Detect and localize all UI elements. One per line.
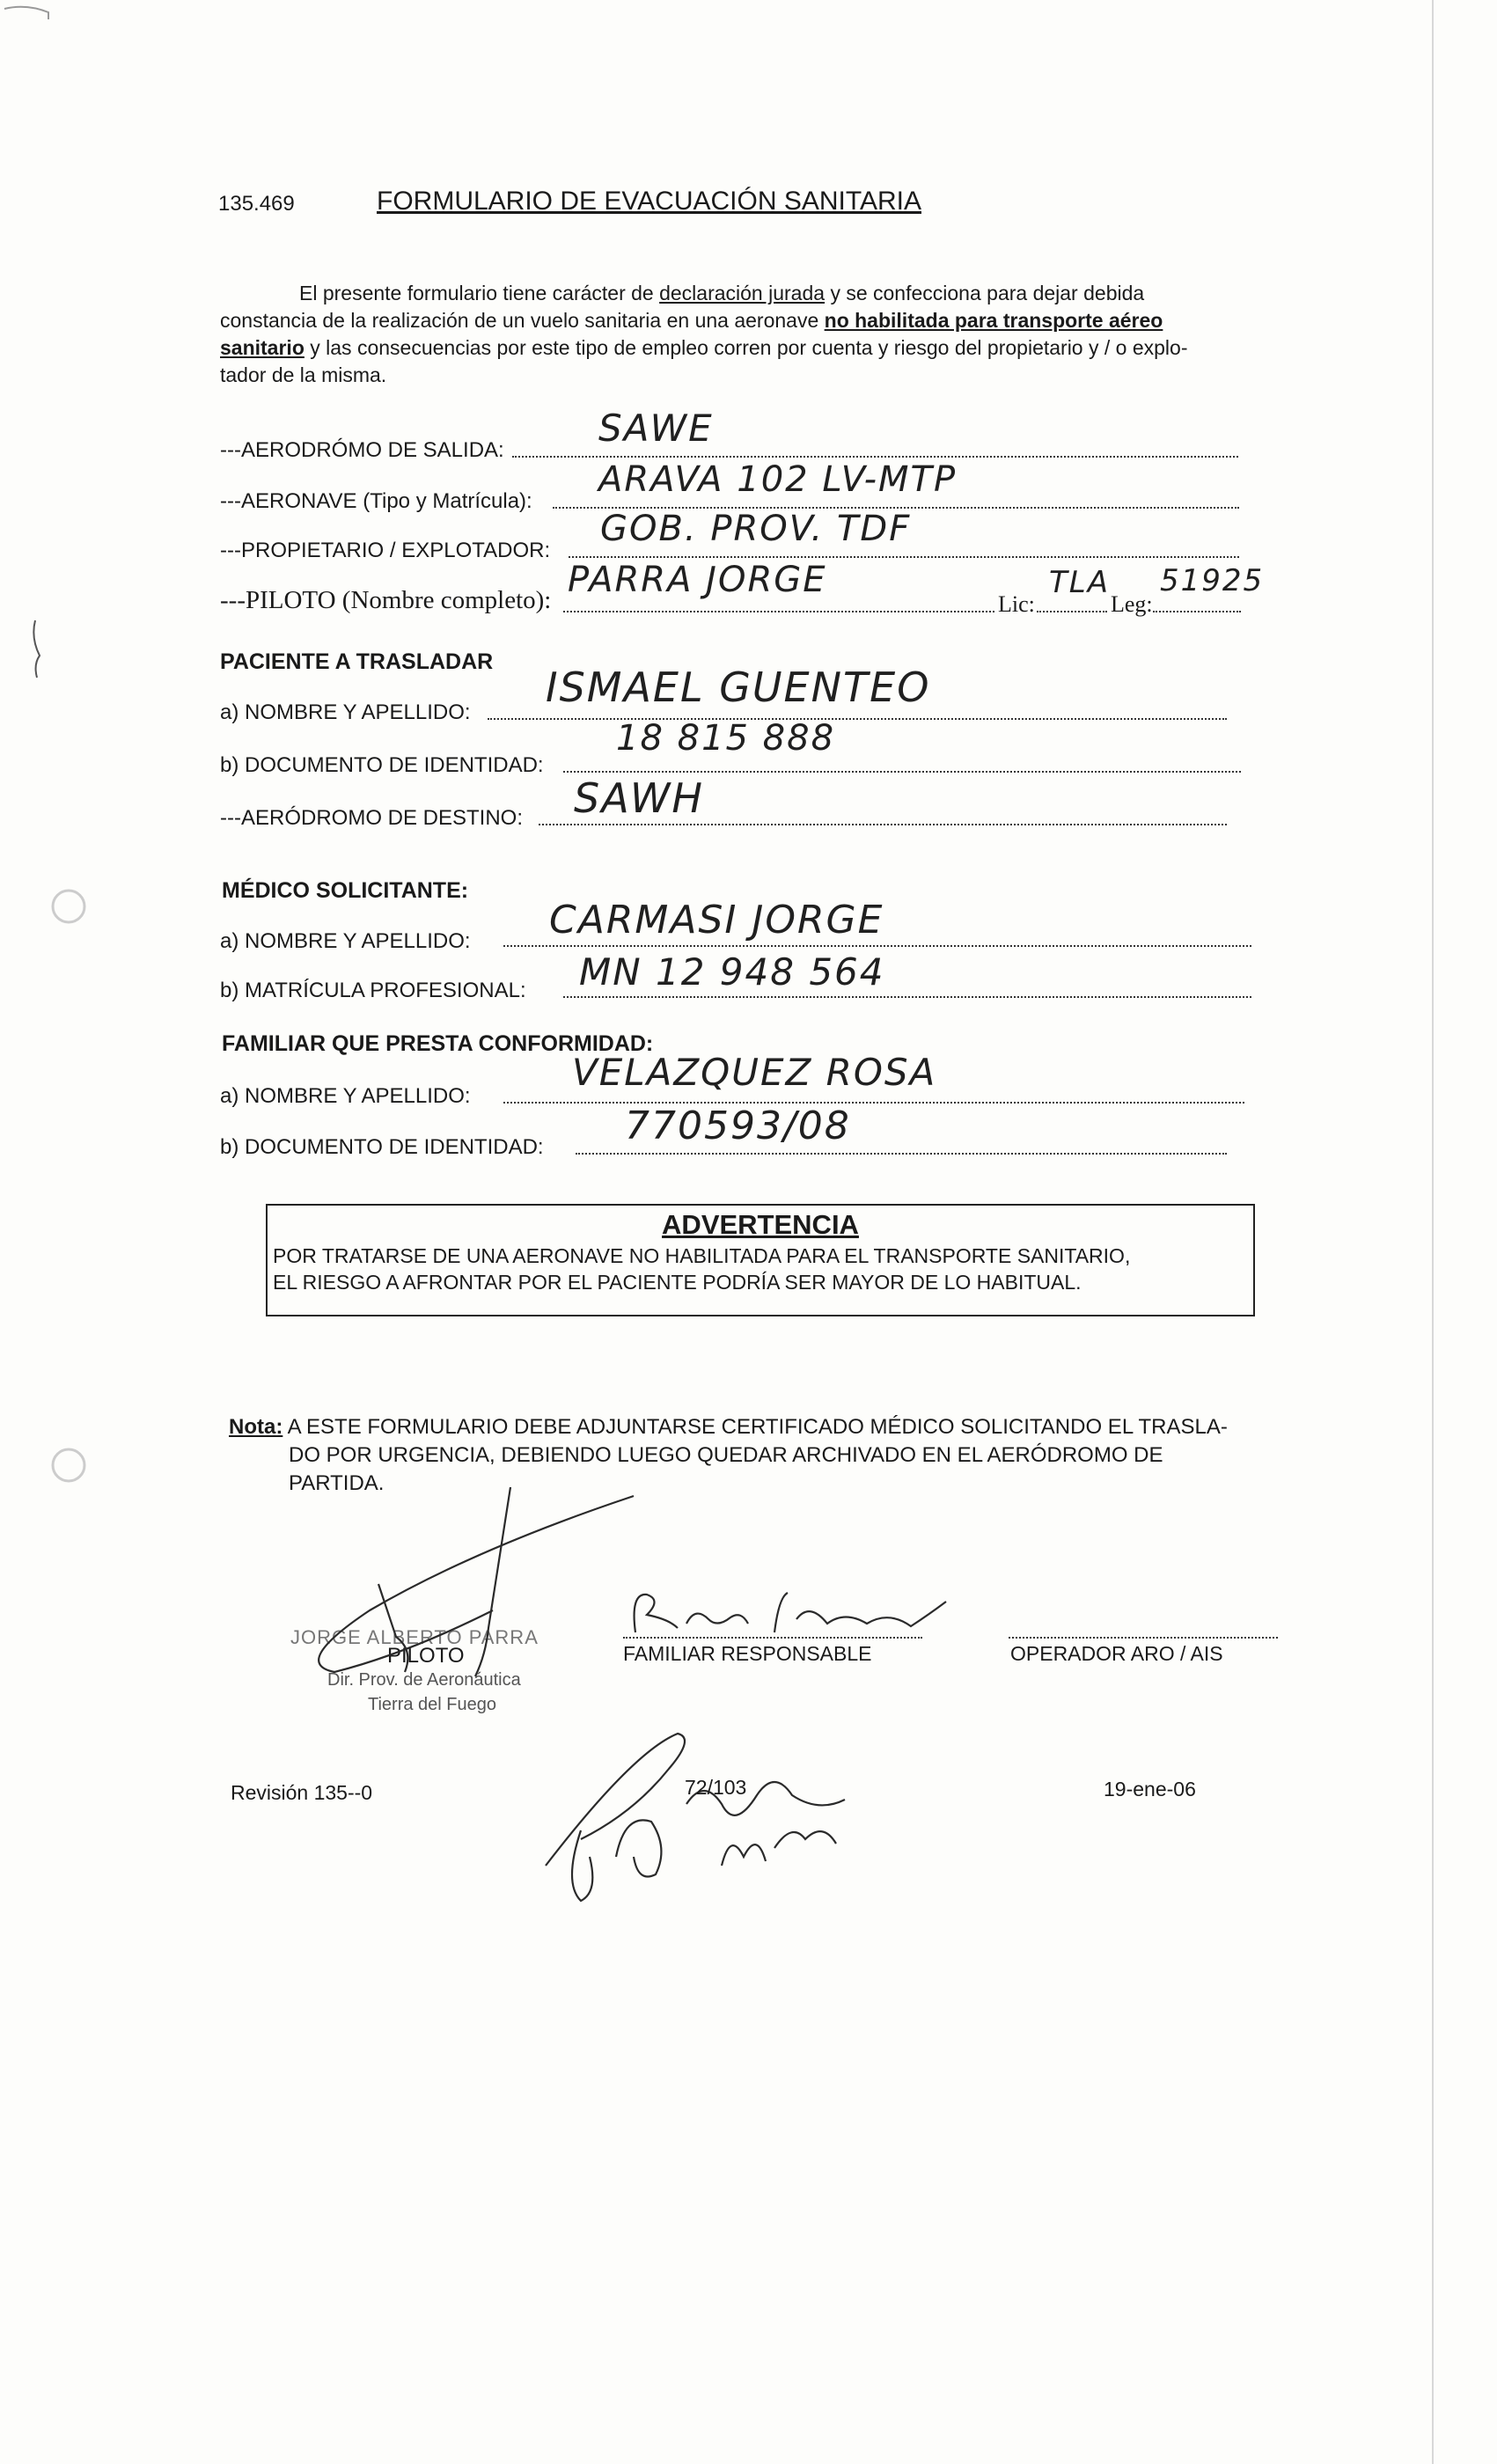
familiar-signature (635, 1593, 946, 1632)
advertencia-title: ADVERTENCIA (662, 1209, 859, 1240)
piloto-signature (319, 1487, 634, 1676)
aerodromo-salida-label: ---AERODRÓMO DE SALIDA: (220, 438, 504, 462)
advertencia-line1: POR TRATARSE DE UNA AERONAVE NO HABILITADA PARA EL TRANSPORTE SANITARIO, (273, 1244, 1131, 1267)
leg-label: Leg: (1111, 591, 1153, 617)
familiar-heading: FAMILIAR QUE PRESTA CONFORMIDAD: (222, 1031, 654, 1056)
paciente-documento-value: 18 815 888 (616, 718, 836, 759)
familiar-nombre-value: VELAZQUEZ ROSA (572, 1051, 937, 1094)
matricula-value: MN 12 948 564 (579, 950, 885, 994)
form-code: 135.469 (218, 192, 295, 216)
medico-nombre-value: CARMASI JORGE (549, 898, 884, 942)
intro-text: y se confecciona para dejar debida (830, 282, 1145, 304)
intro-no-habilitada: no habilitada para transporte aéreo (824, 309, 1163, 332)
aerodromo-salida-value: SAWE (598, 407, 714, 450)
familiar-documento-label: b) DOCUMENTO DE IDENTIDAD: (220, 1135, 544, 1159)
authorization-signature (546, 1734, 845, 1901)
operador-label: OPERADOR ARO / AIS (1010, 1642, 1223, 1665)
footer-date: 19-ene-06 (1104, 1778, 1196, 1800)
paciente-documento-label: b) DOCUMENTO DE IDENTIDAD: (220, 753, 544, 777)
piloto-label: PILOTO (387, 1644, 465, 1668)
intro-text: tador de la misma. (220, 363, 387, 386)
aeronave-label: ---AERONAVE (Tipo y Matrícula): (220, 489, 532, 513)
familiar-nombre-label: a) NOMBRE Y APELLIDO: (220, 1084, 471, 1108)
propietario-label: ---PROPIETARIO / EXPLOTADOR: (220, 539, 551, 562)
revision-label: Revisión 135--0 (231, 1781, 373, 1804)
page-number: 72/103 (685, 1776, 747, 1799)
nota-line2: DO POR URGENCIA, DEBIENDO LUEGO QUEDAR ARCHIVADO EN EL AERÓDROMO DE (289, 1443, 1163, 1467)
intro-text: constancia de la realización de un vuelo sanitaria en una aeronave (220, 309, 819, 332)
destino-value: SAWH (574, 774, 704, 822)
propietario-value: GOB. PROV. TDF (600, 509, 912, 549)
destino-label: ---AERÓDROMO DE DESTINO: (220, 806, 524, 830)
intro-text: El presente formulario tiene carácter de (299, 282, 654, 304)
nota-line1: A ESTE FORMULARIO DEBE ADJUNTARSE CERTIFICADO MÉDICO SOLICITANDO EL TRASLA- (287, 1415, 1228, 1439)
familiar-documento-value: 770593/08 (625, 1104, 851, 1148)
paciente-nombre-label: a) NOMBRE Y APELLIDO: (220, 700, 471, 724)
medico-nombre-label: a) NOMBRE Y APELLIDO: (220, 929, 471, 953)
aeronave-value: ARAVA 102 LV-MTP (598, 459, 958, 500)
lic-value: TLA (1049, 565, 1110, 600)
nota-label: Nota: (229, 1415, 283, 1439)
piloto-stamp-name: JORGE ALBERTO PARRA (290, 1626, 539, 1648)
nota-line3: PARTIDA. (289, 1471, 385, 1495)
advertencia-line2: EL RIESGO A AFRONTAR POR EL PACIENTE PODRÍA SER MAYOR DE LO HABITUAL. (273, 1271, 1082, 1294)
matricula-label: b) MATRÍCULA PROFESIONAL: (220, 979, 526, 1002)
intro-sanitario: sanitario (220, 336, 305, 359)
lic-label: Lic: (998, 591, 1035, 617)
familiar-responsable-label: FAMILIAR RESPONSABLE (623, 1642, 872, 1665)
medico-heading: MÉDICO SOLICITANTE: (222, 878, 469, 903)
piloto-value: PARRA JORGE (568, 560, 827, 600)
intro-text: y las consecuencias por este tipo de empleo corren por cuenta y riesgo del propietario y / o explo- (310, 336, 1188, 359)
intro-declaracion: declaración jurada (659, 282, 826, 304)
stamp-line1: Dir. Prov. de Aeronáutica (327, 1670, 521, 1690)
form-title: FORMULARIO DE EVACUACIÓN SANITARIA (377, 187, 921, 216)
leg-value: 51925 (1160, 563, 1265, 598)
piloto-label: ---PILOTO (Nombre completo): (220, 586, 552, 614)
paciente-heading: PACIENTE A TRASLADAR (220, 649, 494, 674)
stamp-line2: Tierra del Fuego (368, 1695, 496, 1714)
paciente-nombre-value: ISMAEL GUENTEO (546, 664, 931, 711)
